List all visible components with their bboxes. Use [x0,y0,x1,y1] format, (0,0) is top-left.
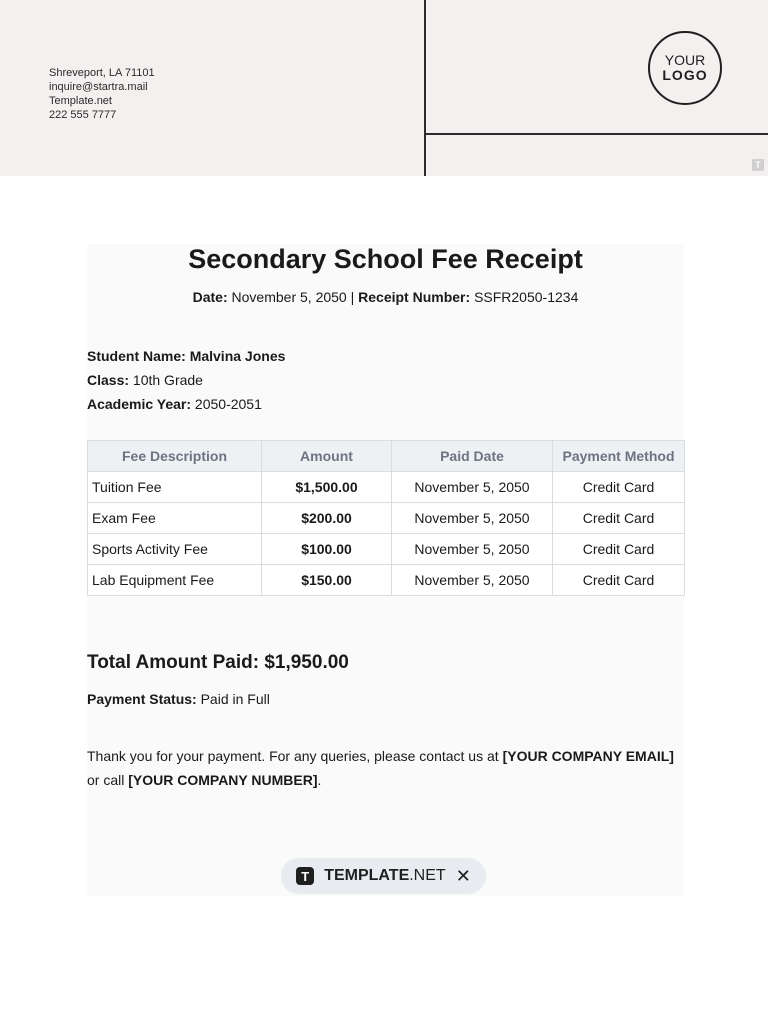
status-value: Paid in Full [200,691,270,707]
company-logo [648,31,722,105]
payment-method-cell: Credit Card [553,565,685,596]
amount-cell: $150.00 [262,565,392,596]
fee-description-cell: Tuition Fee [88,472,262,503]
fee-description-cell: Exam Fee [88,503,262,534]
paid-date-cell: November 5, 2050 [392,534,553,565]
student-name-label: Student Name: [87,348,186,364]
paid-date-cell: November 5, 2050 [392,503,553,534]
template-logo-icon: T [296,867,314,885]
amount-cell: $100.00 [262,534,392,565]
divider-vertical [424,0,426,176]
brand-name [324,867,445,885]
page-title: Secondary School Fee Receipt [188,244,583,274]
amount-cell: $1,500.00 [262,472,392,503]
class-label: Class: [87,372,130,388]
note-text-1: Thank you for your payment. For any queries, please contact us at [87,748,503,764]
table-row [88,503,685,534]
total-amount [87,652,349,674]
amount-cell: $200.00 [262,503,392,534]
template-net-badge[interactable] [281,858,486,894]
letterhead [0,0,768,176]
total-value: $1,950.00 [264,652,349,673]
fee-table [87,440,685,596]
date-value: November 5, 2050 [231,289,347,305]
table-row [88,472,685,503]
brand-bold: TEMPLATE [324,867,410,884]
date-label: Date: [192,289,228,305]
note-text-3: . [317,772,322,788]
receipt-body [87,244,684,896]
thank-you-note [87,744,677,792]
header-amount: Amount [262,441,392,472]
paid-date-cell: November 5, 2050 [392,472,553,503]
note-text-2: or call [87,772,129,788]
student-name-row [87,344,285,368]
fee-description-cell: Sports Activity Fee [88,534,262,565]
academic-year-row [87,392,285,416]
academic-year-value: 2050-2051 [194,396,262,412]
table-row [88,565,685,596]
header-fee-description: Fee Description [88,441,262,472]
close-icon[interactable]: ✕ [455,866,471,886]
template-mark-icon: T [752,159,764,171]
total-label: Total Amount Paid: [87,652,260,673]
payment-method-cell: Credit Card [553,472,685,503]
student-name-value: Malvina Jones [189,348,286,364]
address: Shreveport, LA 71101 [49,67,155,79]
contact-block [49,66,155,122]
phone: 222 555 7777 [49,109,117,121]
student-info [87,344,285,416]
receipt-meta [87,289,684,305]
brand-rest: .NET [409,867,446,884]
company-email-placeholder: [YOUR COMPANY EMAIL] [502,748,674,764]
meta-separator: | [350,289,355,305]
payment-status [87,691,270,707]
email: inquire@startra.mail [49,81,148,93]
payment-method-cell: Credit Card [553,534,685,565]
table-header-row [88,441,685,472]
website: Template.net [49,95,112,107]
header-paid-date: Paid Date [392,441,553,472]
paid-date-cell: November 5, 2050 [392,565,553,596]
fee-description-cell: Lab Equipment Fee [88,565,262,596]
class-row [87,368,285,392]
company-number-placeholder: [YOUR COMPANY NUMBER] [128,772,318,788]
academic-year-label: Academic Year: [87,396,192,412]
logo-line-2: LOGO [662,67,708,83]
table-row [88,534,685,565]
header-payment-method: Payment Method [553,441,685,472]
status-label: Payment Status: [87,691,197,707]
divider-horizontal [424,133,768,135]
payment-method-cell: Credit Card [553,503,685,534]
logo-line-1: YOUR [664,52,706,68]
receipt-number-value: SSFR2050-1234 [474,289,579,305]
receipt-number-label: Receipt Number: [358,289,471,305]
class-value: 10th Grade [132,372,203,388]
